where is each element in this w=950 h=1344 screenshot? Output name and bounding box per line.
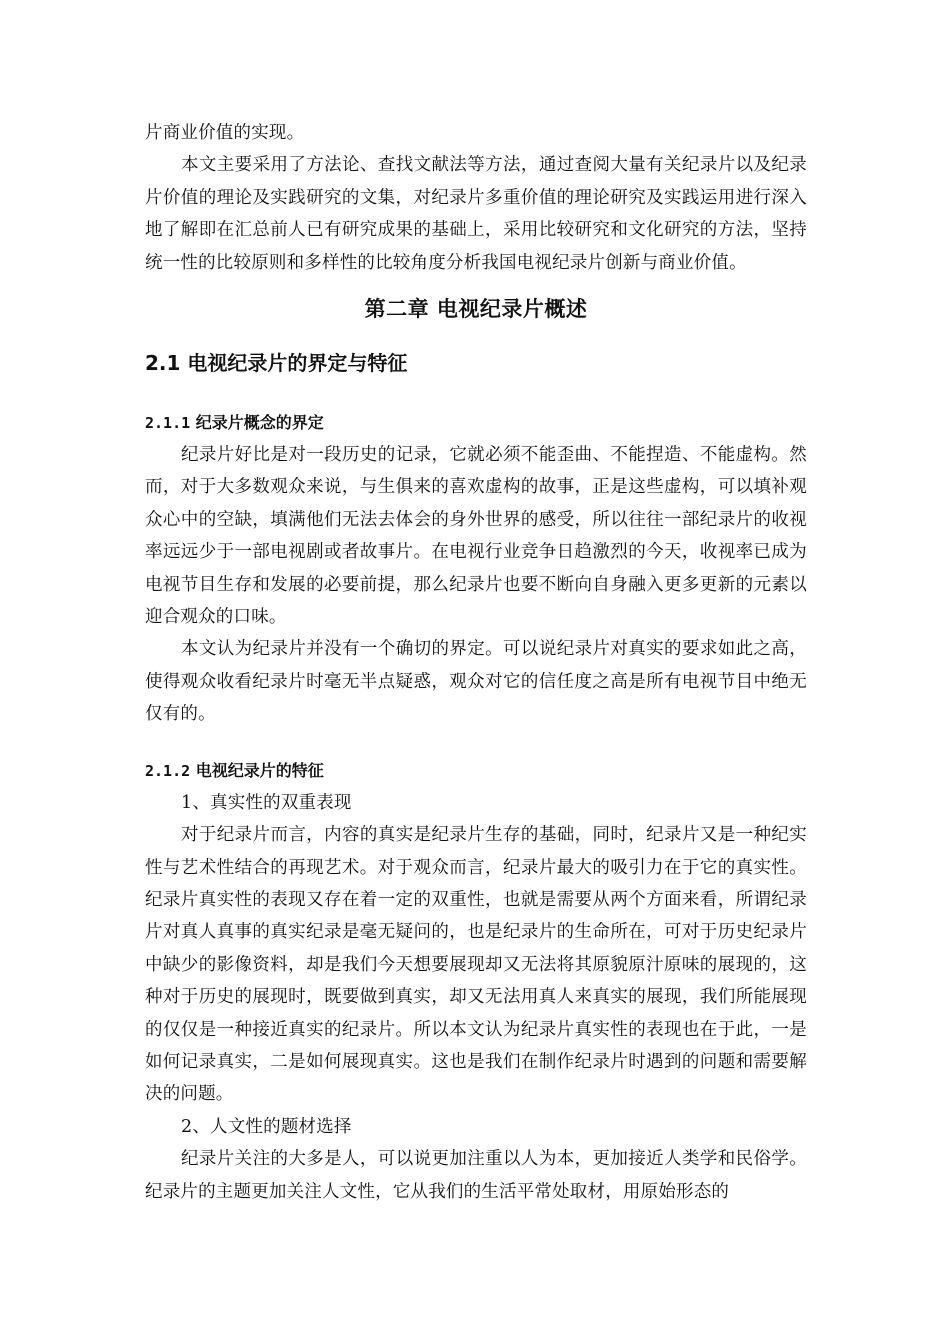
paragraph-definition-2: 本文认为纪录片并没有一个确切的界定。可以说纪录片对真实的要求如此之高，使得观众收看纪录片时毫无半点疑惑，观众对它的信任度之高是所有电视节目中绝无仅有的。 bbox=[145, 639, 807, 725]
paragraph-definition-1: 纪录片好比是对一段历史的记录，它就必须不能歪曲、不能捏造、不能虚构。然而，对于大多数观众来说，与生俱来的喜欢虚构的故事，正是这些虚构，可以填补观众心中的空缺，填满他们无法去体会的身外世界的感受，所以往往一部纪录片的收视率远远少于一部电视剧或者故事片。在电视行业竞争日趋激烈的今天，收视率已成为电视节目生存和发展的必要前提，那么纪录片也要不断向自身融入更多更新的元素以迎合观众的口味。 bbox=[145, 445, 807, 628]
paragraph-continuation: 片商业价值的实现。 bbox=[145, 123, 305, 143]
paragraph-methodology: 本文主要采用了方法论、查找文献法等方法，通过查阅大量有关纪录片以及纪录片价值的理论及实践研究的文集，对纪录片多重价值的理论研究及实践运用进行深入地了解即在汇总前人已有研究成果的基础上，采用比较研究和文化研究的方法，坚持统一性的比较原则和多样性的比较角度分析我国电视纪录片创新与商业价值。 bbox=[145, 155, 807, 273]
list-item-humanistic: 2、人文性的题材选择 bbox=[181, 1116, 352, 1137]
subsection-title-2: 电视纪录片的特征 bbox=[195, 760, 324, 780]
paragraph-humanistic: 纪录片关注的大多是人，可以说更加注重以人为本，更加接近人类学和民俗学。纪录片的主题更加关注人文性，它从我们的生活平常处取材，用原始形态的 bbox=[145, 1149, 807, 1202]
list-item-authenticity: 1、真实性的双重表现 bbox=[181, 792, 352, 813]
document-page bbox=[145, 117, 807, 1208]
subsection-number-2: 2.1.2 bbox=[145, 761, 191, 780]
section-title: 电视纪录片的界定与特征 bbox=[187, 351, 408, 376]
chapter-title: 第二章 电视纪录片概述 bbox=[364, 296, 588, 322]
section-number: 2.1 bbox=[145, 351, 181, 376]
subsection-heading-1 bbox=[145, 409, 807, 437]
subsection-heading-2 bbox=[145, 757, 807, 785]
section-heading bbox=[145, 347, 807, 379]
subsection-number-1: 2.1.1 bbox=[145, 414, 191, 433]
paragraph-authenticity: 对于纪录片而言，内容的真实是纪录片生存的基础，同时，纪录片又是一种纪实性与艺术性结合的再现艺术。对于观众而言，纪录片最大的吸引力在于它的真实性。纪录片真实性的表现又存在着一定的双重性，也就是需要从两个方面来看，所谓纪录片对真人真事的真实纪录是毫无疑问的，也是纪录片的生命所在，可对于历史纪录片中缺少的影像资料，却是我们今天想要展现却又无法将其原貌原汁原味的展现的，这种对于历史的展现时，既要做到真实，却又无法用真人来真实的展现，我们所能展现的仅仅是一种接近真实的纪录片。所以本文认为纪录片真实性的表现也在于此，一是如何记录真实，二是如何展现真实。这也是我们在制作纪录片时遇到的问题和需要解决的问题。 bbox=[145, 825, 807, 1105]
subsection-title-1: 纪录片概念的界定 bbox=[195, 413, 324, 433]
